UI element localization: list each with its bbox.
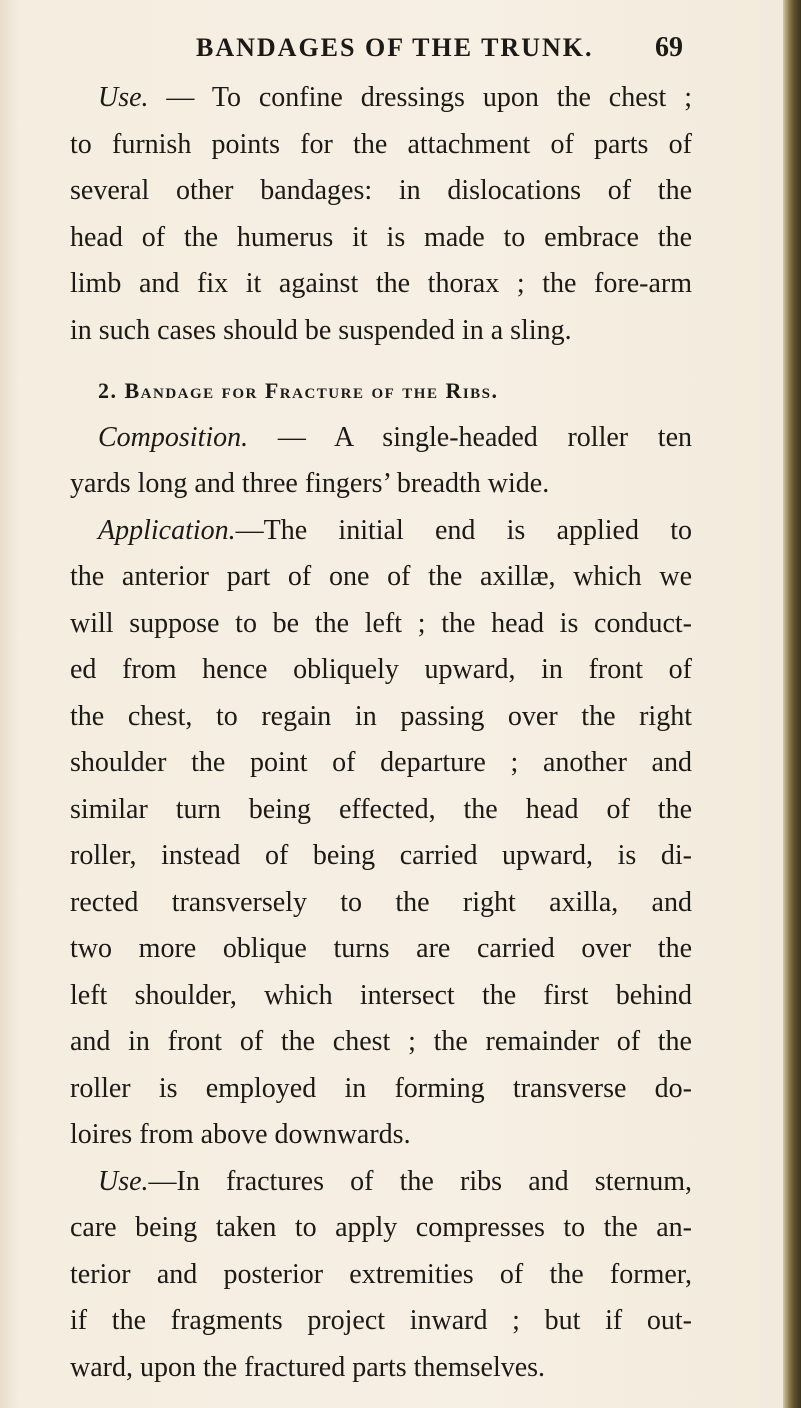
text-line: loires from above downwards.: [70, 1119, 411, 1150]
text-line: to furnish points for the attachment of parts of: [70, 128, 692, 160]
text-line: two more oblique turns are carried over the: [70, 933, 692, 964]
text-line: ed from hence obliquely upward, in front of: [70, 654, 692, 685]
text-line: terior and posterior extremities of the former,: [70, 1258, 692, 1290]
text-line: roller, instead of being carried upward, is di-: [70, 840, 692, 871]
text-line: Use.—In fractures of the ribs and sternum,: [98, 1165, 692, 1197]
text-line: left shoulder, which intersect the first behind: [70, 979, 692, 1011]
lead-word: Composition.: [98, 421, 249, 453]
text-line: Use. — To confine dressings upon the chest ;: [98, 82, 692, 113]
text-line: yards long and three fingers’ breadth wide.: [70, 468, 550, 499]
text-line: shoulder the point of departure ; another and: [70, 747, 692, 778]
body-text: [70, 75, 692, 1391]
text-line: Composition. — A single-headed roller ten: [98, 421, 692, 453]
text-line: will suppose to be the left ; the head is conduct-: [70, 607, 692, 639]
page-header: [196, 32, 683, 66]
text-line: if the fragments project inward ; but if out-: [70, 1305, 692, 1336]
text-line: the anterior part of one of the axillæ, which we: [70, 561, 692, 592]
page-number: 69: [655, 32, 683, 63]
text-line: in such cases should be suspended in a sling.: [70, 314, 572, 346]
running-title: BANDAGES OF THE TRUNK.: [196, 33, 594, 62]
text-line: Application.—The initial end is applied to: [98, 514, 692, 546]
text-line: and in front of the chest ; the remainder of the: [70, 1026, 692, 1057]
page-edge: [783, 0, 801, 1408]
text-line: similar turn being effected, the head of the: [70, 793, 692, 825]
text-line: roller is employed in forming transverse do-: [70, 1072, 692, 1104]
text-line: rected transversely to the right axilla, and: [70, 886, 692, 918]
lead-word: Use.: [98, 1165, 149, 1197]
text-line: several other bandages: in dislocations of the: [70, 175, 692, 206]
section-heading: 2. Bandage for Fracture of the Ribs.: [98, 378, 499, 403]
text-line: head of the humerus it is made to embrace the: [70, 221, 692, 253]
text-line: limb and fix it against the thorax ; the fore-arm: [70, 268, 692, 299]
text-line: ward, upon the fractured parts themselves.: [70, 1351, 546, 1383]
lead-word: Use.: [98, 82, 149, 113]
lead-word: Application.: [98, 514, 236, 546]
text-line: the chest, to regain in passing over the right: [70, 700, 692, 732]
text-line: care being taken to apply compresses to the an-: [70, 1212, 692, 1243]
